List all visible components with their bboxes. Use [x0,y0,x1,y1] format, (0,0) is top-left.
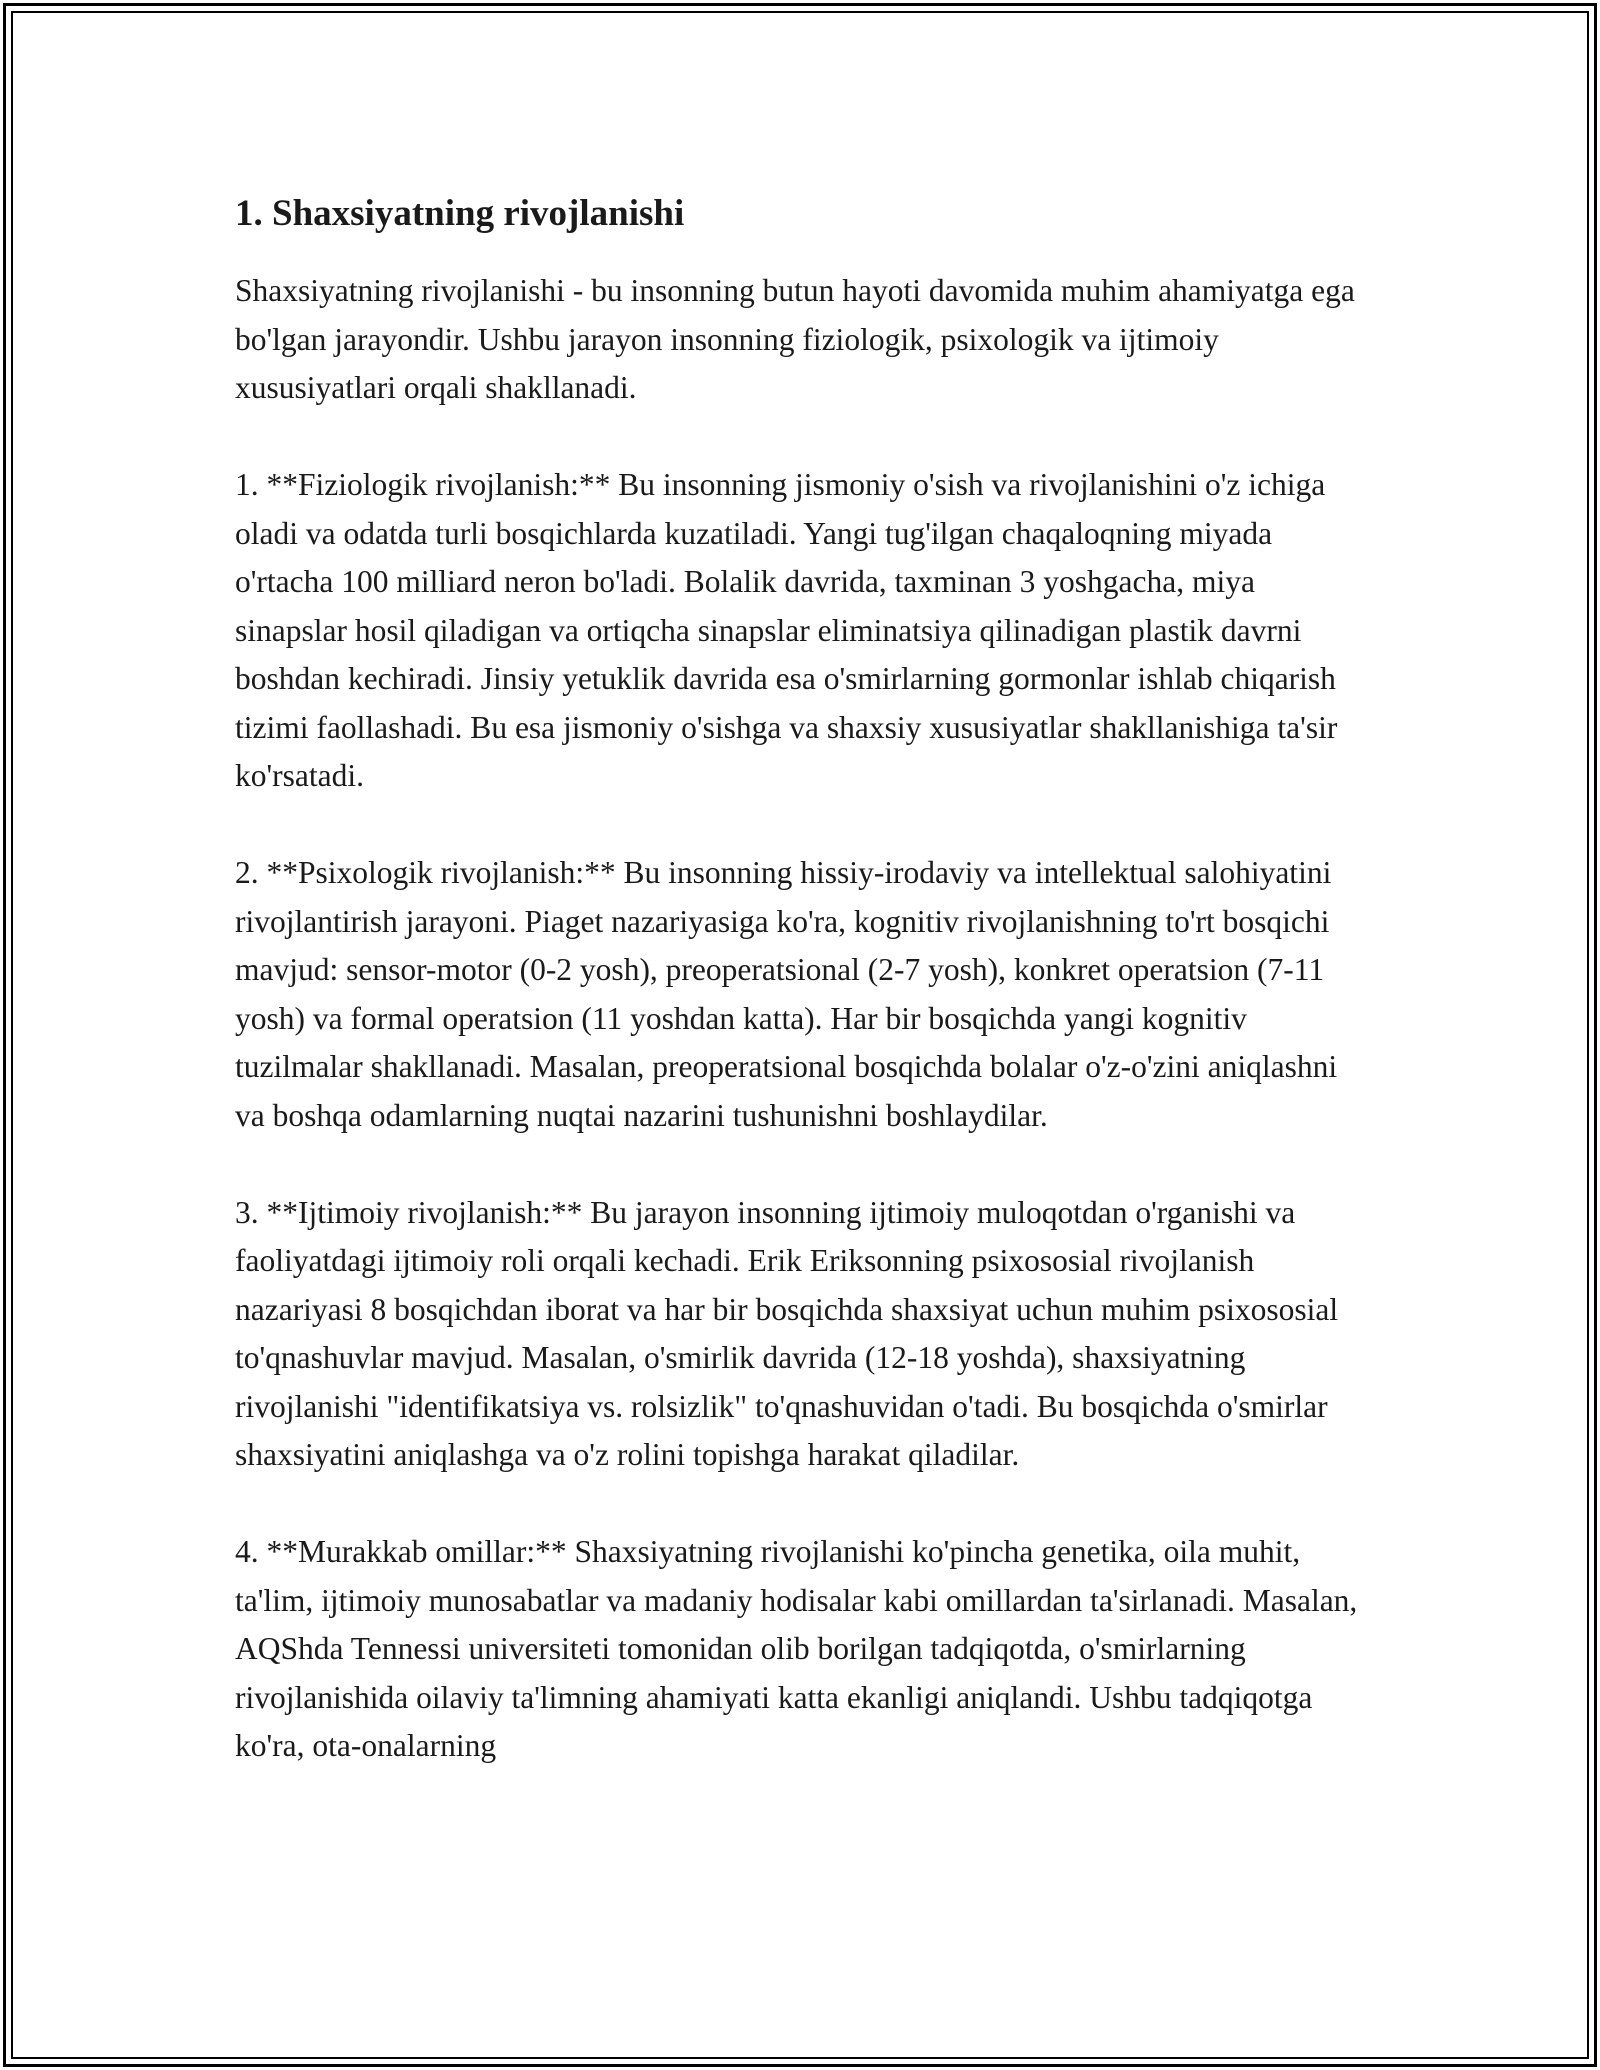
physiological-development-paragraph: 1. **Fiziologik rivojlanish:** Bu insonning jismoniy o'sish va rivojlanishini o'z ichiga oladi va odatda turli bosqichlarda kuzatiladi. Yangi tug'ilgan chaqaloqning miyada o'rtacha 100 milliard neron bo'ladi. Bolalik davrida, taxminan 3 yoshgacha, miya sinapslar hosil qiladigan va ortiqcha sinapslar eliminatsiya qilinadigan plastik davrni boshdan kechiradi. Jinsiy yetuklik davrida esa o'smirlarning gormonlar ishlab chiqarish tizimi faollashadi. Bu esa jismoniy o'sishga va shaxsiy xususiyatlar shakllanishiga ta'sir ko'rsatadi. [235,467,1338,793]
psychological-development-paragraph: 2. **Psixologik rivojlanish:** Bu insonning hissiy-irodaviy va intellektual salohiyatini rivojlantirish jarayoni. Piaget nazariyasiga ko'ra, kognitiv rivojlanishning to'rt bosqichi mavjud: sensor-motor (0-2 yosh), preoperatsional (2-7 yosh), konkret operatsion (7-11 yosh) va formal operatsion (11 yoshdan katta). Har bir bosqichda yangi kognitiv tuzilmalar shakllanadi. Masalan, preoperatsional bosqichda bolalar o'z-o'zini aniqlashni va boshqa odamlarning nuqtai nazarini tushunishni boshlaydilar. [235,855,1338,1133]
intro-paragraph: Shaxsiyatning rivojlanishi - bu insonning butun hayoti davomida muhim ahamiyatga ega bo'lgan jarayondir. Ushbu jarayon insonning fiziologik, psixologik va ijtimoiy xususiyatlari orqali shakllanadi. [235,273,1355,405]
social-development-paragraph: 3. **Ijtimoiy rivojlanish:** Bu jarayon insonning ijtimoiy muloqotdan o'rganishi va faoliyatdagi ijtimoiy roli orqali kechadi. Erik Eriksonning psixososial rivojlanish nazariyasi 8 bosqichdan iborat va har bir bosqichda shaxsiyat uchun muhim psixososial to'qnashuvlar mavjud. Masalan, o'smirlik davrida (12-18 yoshda), shaxsiyatning rivojlanishi "identifikatsiya vs. rolsizlik" to'qnashuvidan o'tadi. Bu bosqichda o'smirlar shaxsiyatini aniqlashga va o'z rolini topishga harakat qiladilar. [235,1194,1339,1472]
section-heading: 1. Shaxsiyatning rivojlanishi [235,193,685,234]
complex-factors-paragraph: 4. **Murakkab omillar:** Shaxsiyatning rivojlanishi ko'pincha genetika, oila muhit, ta'lim, ijtimoiy munosabatlar va madaniy hodisalar kabi omillardan ta'sirlanadi. Masalan, AQShda Tennessi universiteti tomonidan olib borilgan tadqiqotda, o'smirlarning rivojlanishida oilaviy ta'limning ahamiyati katta ekanligi aniqlandi. Ushbu tadqiqotga ko'ra, ota-onalarning [235,1534,1358,1763]
document-body [235,188,1370,1819]
